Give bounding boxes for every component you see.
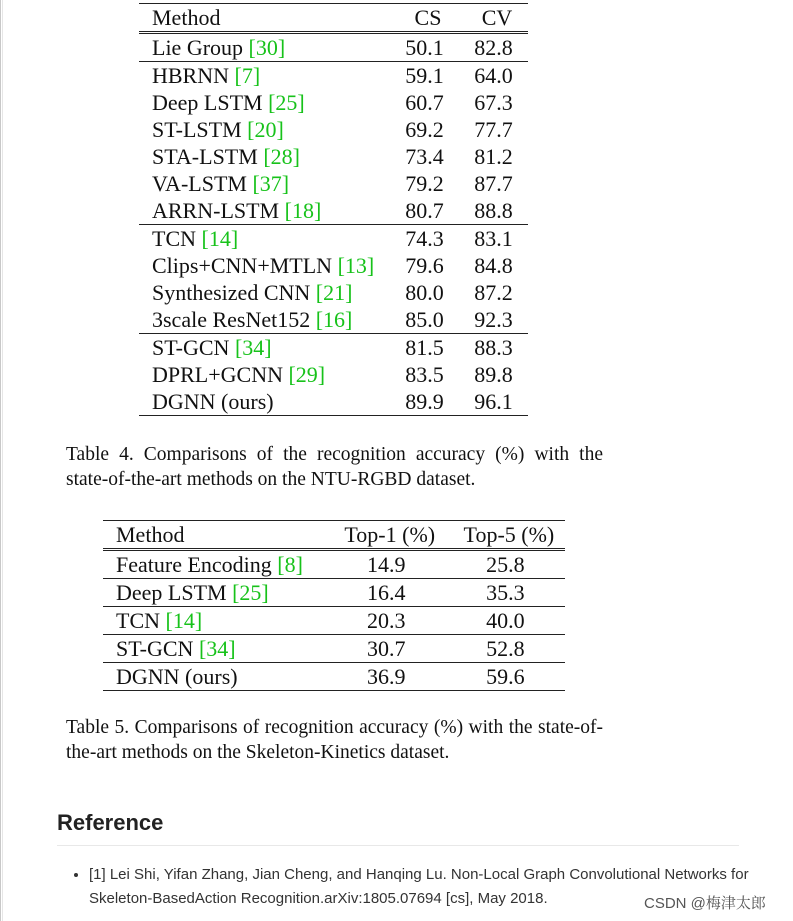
method-cell <box>139 116 390 143</box>
method-name: Deep LSTM <box>152 90 269 115</box>
method-name: TCN <box>116 608 166 633</box>
table-header-row <box>139 4 528 33</box>
table-row <box>139 306 528 334</box>
top5-accuracy-cell: 35.3 <box>446 579 565 607</box>
cs-accuracy-cell: 69.2 <box>405 117 444 142</box>
method-name: TCN <box>152 226 202 251</box>
cv-accuracy-cell: 77.7 <box>474 117 513 142</box>
table-row <box>103 579 565 607</box>
citation-link[interactable]: [8] <box>277 552 303 577</box>
method-cell <box>139 388 390 416</box>
method-name: Deep LSTM <box>116 580 233 605</box>
method-cell <box>103 635 327 663</box>
cv-accuracy-cell: 82.8 <box>459 33 528 62</box>
table-body <box>103 550 565 691</box>
top5-accuracy-cell: 59.6 <box>446 663 565 691</box>
method-cell <box>139 252 390 279</box>
method-cell <box>139 170 390 197</box>
cs-accuracy-cell: 81.5 <box>405 335 444 360</box>
ntu-rgbd-comparison-table <box>139 3 528 416</box>
citation-link[interactable]: [29] <box>288 362 326 387</box>
top5-accuracy-cell: 25.8 <box>446 550 565 579</box>
cv-accuracy-cell: 88.8 <box>459 197 528 225</box>
method-cell <box>139 197 390 225</box>
cv-accuracy-cell: 96.1 <box>459 388 528 416</box>
cs-accuracy-cell: 79.2 <box>405 171 444 196</box>
citation-link[interactable]: [14] <box>201 226 239 251</box>
method-cell <box>103 607 327 635</box>
table-row <box>139 252 528 279</box>
table-row <box>103 550 565 579</box>
table-row <box>139 279 528 306</box>
csdn-watermark: CSDN @梅津太郎 <box>644 895 766 912</box>
table-row <box>139 89 528 116</box>
method-name: Lie Group <box>152 35 249 60</box>
column-header-top5: Top-5 (%) <box>463 522 555 547</box>
citation-link[interactable]: [25] <box>232 580 269 605</box>
method-name: Feature Encoding <box>116 552 278 577</box>
table-row <box>139 116 528 143</box>
citation-link[interactable]: [13] <box>337 253 375 278</box>
citation-link[interactable]: [18] <box>284 198 322 223</box>
citation-link[interactable]: [21] <box>315 280 353 305</box>
table-row <box>139 388 528 416</box>
top1-accuracy-cell: 36.9 <box>327 663 446 691</box>
table-header-row <box>103 521 565 550</box>
citation-link[interactable]: [25] <box>268 90 305 115</box>
top1-accuracy-cell: 14.9 <box>327 550 446 579</box>
table-row <box>139 334 528 362</box>
reference-heading: Reference <box>57 810 164 835</box>
column-header-top1: Top-1 (%) <box>344 522 436 547</box>
cv-accuracy-cell: 83.1 <box>474 226 513 251</box>
table-5-caption: Table 5. Comparisons of recognition accuracy (%) with the state-of-the-art methods on the Skeleton-Kinetics dataset. <box>66 717 603 763</box>
method-cell <box>139 89 390 116</box>
table-row <box>139 62 528 90</box>
method-cell <box>139 33 390 62</box>
column-header-method: Method <box>116 522 185 547</box>
table-row <box>139 170 528 197</box>
cv-accuracy-cell: 81.2 <box>474 144 513 169</box>
cv-accuracy-cell: 88.3 <box>474 335 513 360</box>
method-cell <box>103 550 327 579</box>
method-name: Synthesized CNN <box>152 280 316 305</box>
method-name: DPRL+GCNN <box>152 362 289 387</box>
citation-link[interactable]: [30] <box>248 35 286 60</box>
cs-accuracy-cell: 59.1 <box>405 63 444 88</box>
table-row <box>103 607 565 635</box>
table-row <box>139 225 528 253</box>
method-name: Clips+CNN+MTLN <box>152 253 338 278</box>
citation-link[interactable]: [20] <box>247 117 284 142</box>
method-name: DGNN (ours) <box>116 664 238 689</box>
cv-accuracy-cell: 87.2 <box>474 280 513 305</box>
table-row <box>139 197 528 225</box>
cs-accuracy-cell: 50.1 <box>390 33 459 62</box>
table-4-caption: Table 4. Comparisons of the recognition accuracy (%) with the state-of-the-art methods on the NTU-RGBD dataset. <box>66 444 603 490</box>
method-cell <box>139 62 390 90</box>
method-name: 3scale ResNet152 <box>152 307 316 332</box>
method-name: STA-LSTM <box>152 144 264 169</box>
top1-accuracy-cell: 30.7 <box>327 635 446 663</box>
method-name: ARRN-LSTM <box>152 198 285 223</box>
method-cell <box>139 143 390 170</box>
cv-accuracy-cell: 67.3 <box>474 90 513 115</box>
method-name: VA-LSTM <box>152 171 253 196</box>
top1-accuracy-cell: 20.3 <box>327 607 446 635</box>
method-cell <box>139 361 390 388</box>
cv-accuracy-cell: 84.8 <box>474 253 513 278</box>
page-left-border <box>0 0 1 921</box>
top1-accuracy-cell: 16.4 <box>327 579 446 607</box>
reference-item: • [1] Lei Shi, Yifan Zhang, Jian Cheng, and Hanqing Lu. Non-Local Graph Convolutional Networks for Skeleton-BasedAction Recognition.arXiv:1805.07694 [cs], May 2018. <box>89 863 769 911</box>
cs-accuracy-cell: 83.5 <box>405 362 444 387</box>
column-header-cv: CV <box>481 5 513 30</box>
column-header-cs: CS <box>414 5 442 30</box>
cs-accuracy-cell: 80.7 <box>390 197 459 225</box>
citation-link[interactable]: [14] <box>165 608 203 633</box>
table-body <box>139 33 528 416</box>
method-name: ST-GCN <box>152 335 235 360</box>
table-row <box>103 635 565 663</box>
cs-accuracy-cell: 79.6 <box>405 253 444 278</box>
citation-link[interactable]: [37] <box>252 171 290 196</box>
method-name: HBRNN <box>152 63 235 88</box>
reference-divider <box>57 845 739 846</box>
citation-link[interactable]: [34] <box>234 335 272 360</box>
method-name: ST-GCN <box>116 636 199 661</box>
top5-accuracy-cell: 40.0 <box>446 607 565 635</box>
table-row <box>139 143 528 170</box>
table-row <box>139 361 528 388</box>
cv-accuracy-cell: 64.0 <box>474 63 513 88</box>
cs-accuracy-cell: 74.3 <box>405 226 444 251</box>
column-header-method: Method <box>152 5 221 30</box>
method-cell <box>139 334 390 362</box>
cv-accuracy-cell: 89.8 <box>474 362 513 387</box>
method-name: ST-LSTM <box>152 117 248 142</box>
page-left-border-inner <box>2 0 3 921</box>
method-cell <box>139 225 390 253</box>
cs-accuracy-cell: 80.0 <box>405 280 444 305</box>
table-row <box>139 33 528 62</box>
method-cell <box>103 663 327 691</box>
cs-accuracy-cell: 89.9 <box>390 388 459 416</box>
method-cell <box>139 306 390 334</box>
method-cell <box>103 579 327 607</box>
skeleton-kinetics-comparison-table <box>103 520 565 691</box>
table-row <box>103 663 565 691</box>
citation-link[interactable]: [16] <box>315 307 353 332</box>
citation-link[interactable]: [28] <box>263 144 300 169</box>
cs-accuracy-cell: 73.4 <box>405 144 444 169</box>
top5-accuracy-cell: 52.8 <box>446 635 565 663</box>
citation-link[interactable]: [7] <box>234 63 261 88</box>
cv-accuracy-cell: 87.7 <box>474 171 513 196</box>
citation-link[interactable]: [34] <box>198 636 236 661</box>
method-name: DGNN (ours) <box>152 389 274 414</box>
cv-accuracy-cell: 92.3 <box>459 306 528 334</box>
method-cell <box>139 279 390 306</box>
cs-accuracy-cell: 85.0 <box>390 306 459 334</box>
cs-accuracy-cell: 60.7 <box>405 90 444 115</box>
